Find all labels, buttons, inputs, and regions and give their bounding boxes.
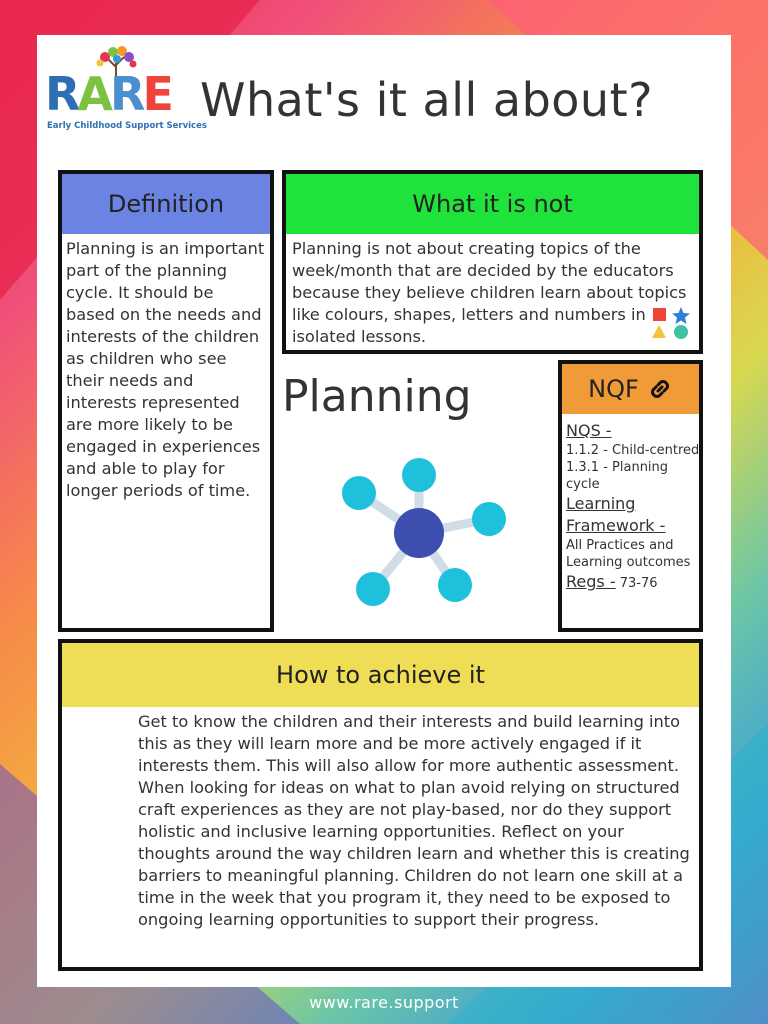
logo-tagline: Early Childhood Support Services bbox=[47, 121, 207, 131]
definition-heading: Definition bbox=[62, 174, 270, 234]
definition-card bbox=[58, 170, 274, 632]
rare-logo bbox=[45, 45, 207, 133]
learning-framework-label: Learning Framework - bbox=[566, 494, 666, 535]
page-title: What's it all about? bbox=[200, 73, 654, 127]
definition-text: Planning is an important part of the planning cycle. It should be based on the needs and interests of the children as children who see their needs and interests represented are more likely to be engaged in experiences and able to play for longer periods of time. bbox=[66, 239, 265, 500]
learning-framework-text: All Practices and Learning outcomes bbox=[566, 538, 691, 570]
nqs-item: 1.3.1 - Planning cycle bbox=[566, 460, 669, 492]
how-to-achieve-text: Get to know the children and their interests and build learning into this as they will learn more and be more actively engaged if it interests them. This will also allow for more authentic assessment. When looking for ideas on what to plan avoid relying on structured craft experiences as they are not play-based, nor do they support holistic and inclusive learning opportunities. Reflect on your thoughts around the way children learn and whether this is creating barriers to meaningful planning. Children do not learn one skill at a time in the week that you program it, they need to be exposed to ongoing learning opportunities to support their progress. bbox=[138, 712, 690, 929]
center-heading: Planning bbox=[282, 371, 472, 422]
footer-url: www.rare.support bbox=[309, 993, 459, 1012]
what-it-is-not-heading: What it is not bbox=[286, 174, 699, 234]
regs-value: 73-76 bbox=[619, 576, 658, 591]
link-icon bbox=[647, 376, 673, 402]
network-hub-icon bbox=[329, 453, 509, 613]
nqs-item: 1.1.2 - Child-centred bbox=[566, 443, 700, 458]
nqf-heading bbox=[562, 364, 699, 414]
nqf-card bbox=[558, 360, 703, 632]
regs-label: Regs - bbox=[566, 572, 616, 591]
what-it-is-not-card bbox=[282, 170, 703, 354]
how-to-achieve-card bbox=[58, 639, 703, 971]
how-to-achieve-heading: How to achieve it bbox=[62, 643, 699, 707]
logo-wordmark: RARE bbox=[45, 67, 171, 121]
poster-page bbox=[37, 35, 731, 987]
nqf-content bbox=[566, 420, 700, 592]
nqs-label: NQS - bbox=[566, 421, 612, 440]
regs-line bbox=[566, 573, 700, 592]
what-it-is-not-text: Planning is not about creating topics of the week/month that are decided by the educators because they believe children learn about topics like colours, shapes, letters and numbers in isolated lessons. bbox=[292, 239, 687, 346]
nqf-title: NQF bbox=[588, 375, 639, 403]
shapes-icon bbox=[650, 305, 690, 341]
